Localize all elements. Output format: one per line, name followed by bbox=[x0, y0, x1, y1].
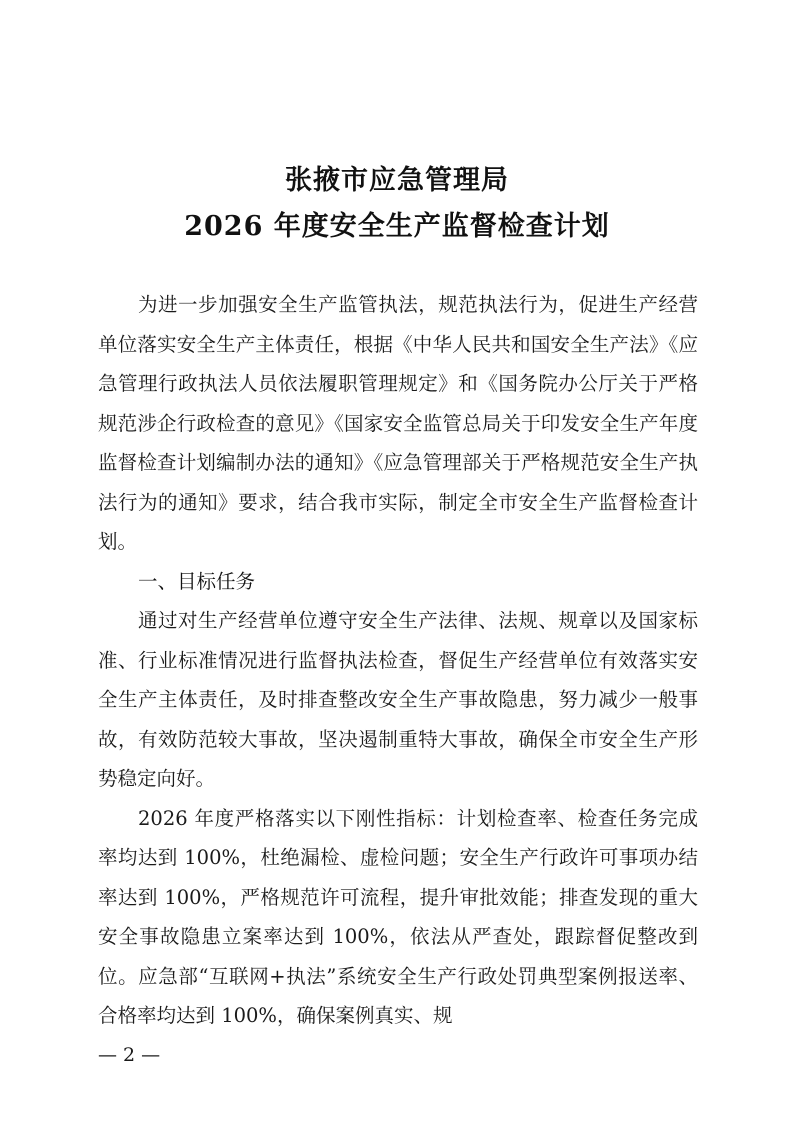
title-line-plan: 2026 年度安全生产监督检查计划 bbox=[184, 211, 610, 242]
indicators-paragraph: 2026 年度严格落实以下刚性指标：计划检查率、检查任务完成率均达到 100%，杜绝漏检、虚检问题；安全生产行政许可事项办结率达到 100%，严格规范许可流程，提升审批效能；排查发现的重大安全事故隐患立案率达到 100%，依法从严查处，跟踪督促整改到位。应急部“互联网+执法”系统安全生产行政处罚典型案例报送率、合格率均达到 100%，确保案例真实、规 bbox=[98, 806, 698, 1027]
intro-paragraph: 为进一步加强安全生产监管执法，规范执法行为，促进生产经营单位落实安全生产主体责任，根据《中华人民共和国安全生产法》《应急管理行政执法人员依法履职管理规定》和《国务院办公厅关于严格规范涉企行政检查的意见》《国家安全监管总局关于印发安全生产年度监督检查计划编制办法的通知》《应急管理部关于严格规范安全生产执法行为的通知》要求，结合我市实际，制定全市安全生产监督检查计划。 bbox=[98, 293, 698, 553]
document-body bbox=[98, 285, 698, 1036]
title-line-agency: 张掖市应急管理局 bbox=[285, 165, 509, 196]
goals-paragraph: 通过对生产经营单位遵守安全生产法律、法规、规章以及国家标准、行业标准情况进行监督执法检查，督促生产经营单位有效落实安全生产主体责任，及时排查整改安全生产事故隐患，努力减少一般事故，有效防范较大事故，坚决遏制重特大事故，确保全市安全生产形势稳定向好。 bbox=[98, 609, 698, 790]
page-number: — 2 — bbox=[98, 1044, 161, 1066]
document-title bbox=[0, 158, 794, 250]
section-heading-goals: 一、目标任务 bbox=[138, 569, 256, 593]
